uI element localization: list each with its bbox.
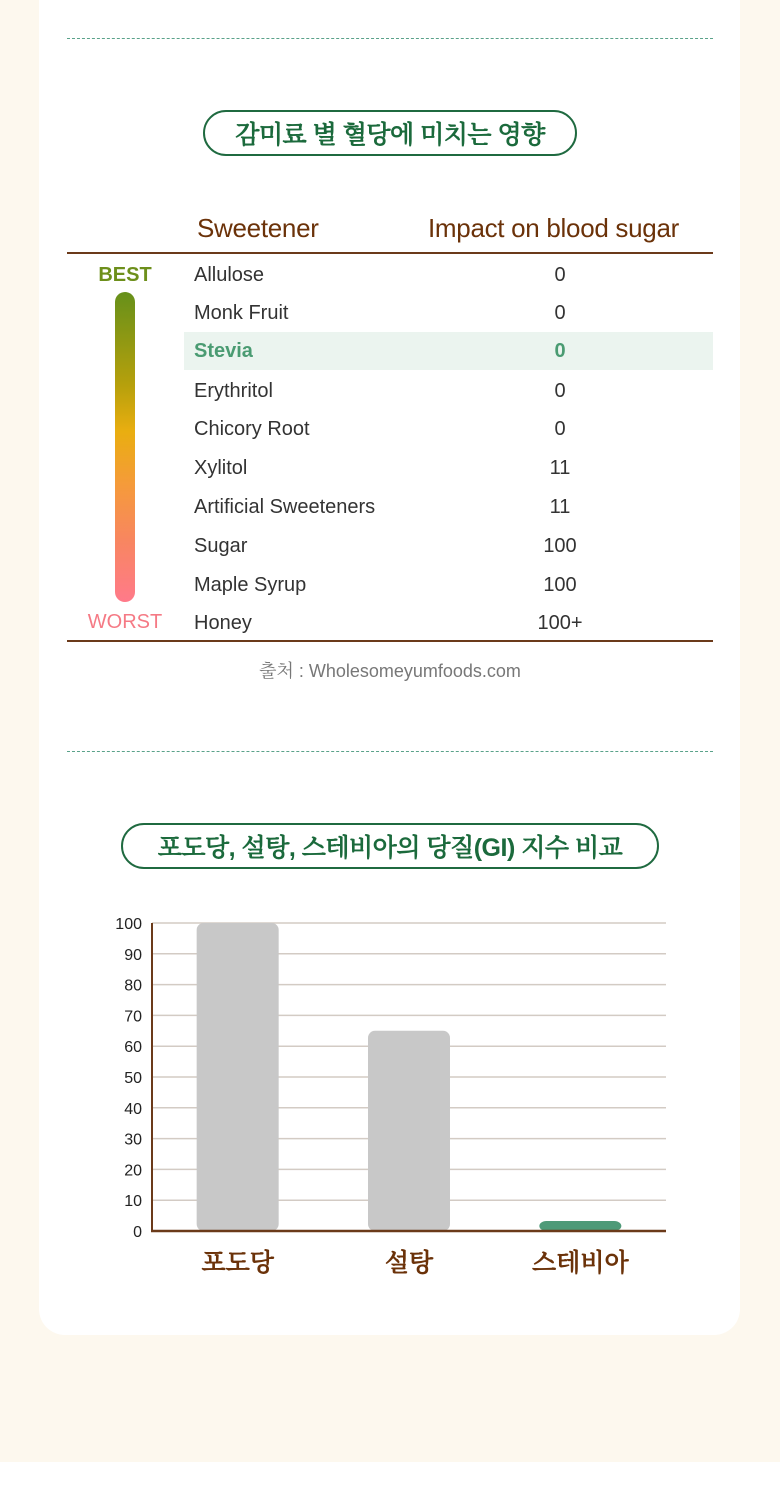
label-best: BEST	[98, 264, 152, 286]
impact-value: 0	[554, 302, 566, 324]
impact-value: 11	[549, 496, 571, 518]
best-worst-gradient-bar	[115, 292, 135, 602]
table-row	[184, 372, 713, 410]
header-impact: Impact on blood sugar	[428, 213, 679, 243]
divider-middle	[67, 751, 713, 752]
divider-top	[67, 38, 713, 39]
table-row	[184, 488, 713, 526]
y-tick-label: 0	[133, 1224, 142, 1241]
y-tick-layer	[115, 916, 142, 1241]
sweetener-name: Monk Fruit	[194, 302, 289, 324]
y-tick-label: 10	[124, 1193, 142, 1211]
label-worst: WORST	[87, 611, 163, 633]
sweetener-name: Artificial Sweeteners	[194, 496, 376, 518]
impact-value: 100	[543, 574, 577, 596]
impact-value: 0	[554, 380, 566, 402]
sweetener-name: Stevia	[194, 340, 253, 362]
bottom-band	[0, 1462, 780, 1488]
impact-value: 0	[554, 264, 566, 286]
header-sweetener: Sweetener	[197, 213, 319, 243]
table-row	[184, 294, 713, 332]
sweetener-name: Chicory Root	[194, 418, 310, 440]
y-tick-label: 30	[124, 1131, 142, 1149]
y-tick-label: 60	[124, 1039, 142, 1057]
table-row-highlighted	[184, 332, 713, 370]
table-row	[184, 449, 713, 487]
y-tick-label: 100	[115, 916, 142, 933]
section-title-sweetener-impact: 감미료 별 혈당에 미치는 영향	[203, 110, 577, 156]
y-tick-label: 50	[124, 1070, 142, 1087]
table-row	[184, 527, 713, 565]
gi-bar-chart	[100, 905, 680, 1285]
table-row	[184, 410, 713, 448]
sweetener-name: Maple Syrup	[194, 574, 307, 596]
source-caption: 출처 : Wholesomeyumfoods.com	[259, 661, 521, 681]
sweetener-name: Sugar	[194, 535, 248, 557]
bar-2	[368, 1031, 450, 1231]
impact-value: 11	[549, 457, 571, 479]
sweetener-name: Erythritol	[194, 380, 273, 402]
y-tick-label: 20	[124, 1162, 142, 1180]
category-label: 스테비아	[532, 1249, 629, 1277]
table-row	[184, 604, 713, 642]
category-label-layer	[201, 1248, 629, 1277]
category-label: 포도당	[201, 1249, 274, 1277]
bar-1	[197, 923, 279, 1231]
y-tick-label: 80	[124, 977, 142, 995]
sweetener-name: Xylitol	[194, 457, 248, 479]
sweetener-name: Allulose	[194, 264, 265, 286]
table-top-rule	[67, 252, 713, 254]
impact-value: 0	[554, 418, 566, 440]
section-title-gi-comparison: 포도당, 설탕, 스테비아의 당질(GI) 지수 비교	[121, 823, 659, 869]
impact-value: 100	[543, 535, 577, 557]
bar-3	[539, 1221, 621, 1231]
table-row	[184, 566, 713, 604]
y-tick-label: 70	[124, 1008, 142, 1026]
table-row	[184, 256, 713, 294]
impact-value: 100+	[537, 612, 583, 634]
y-tick-label: 90	[124, 946, 142, 964]
category-label: 설탕	[384, 1249, 434, 1277]
table-bottom-rule	[67, 640, 713, 642]
y-tick-label: 40	[124, 1100, 142, 1118]
sweetener-name: Honey	[194, 612, 252, 634]
impact-value: 0	[554, 340, 566, 362]
